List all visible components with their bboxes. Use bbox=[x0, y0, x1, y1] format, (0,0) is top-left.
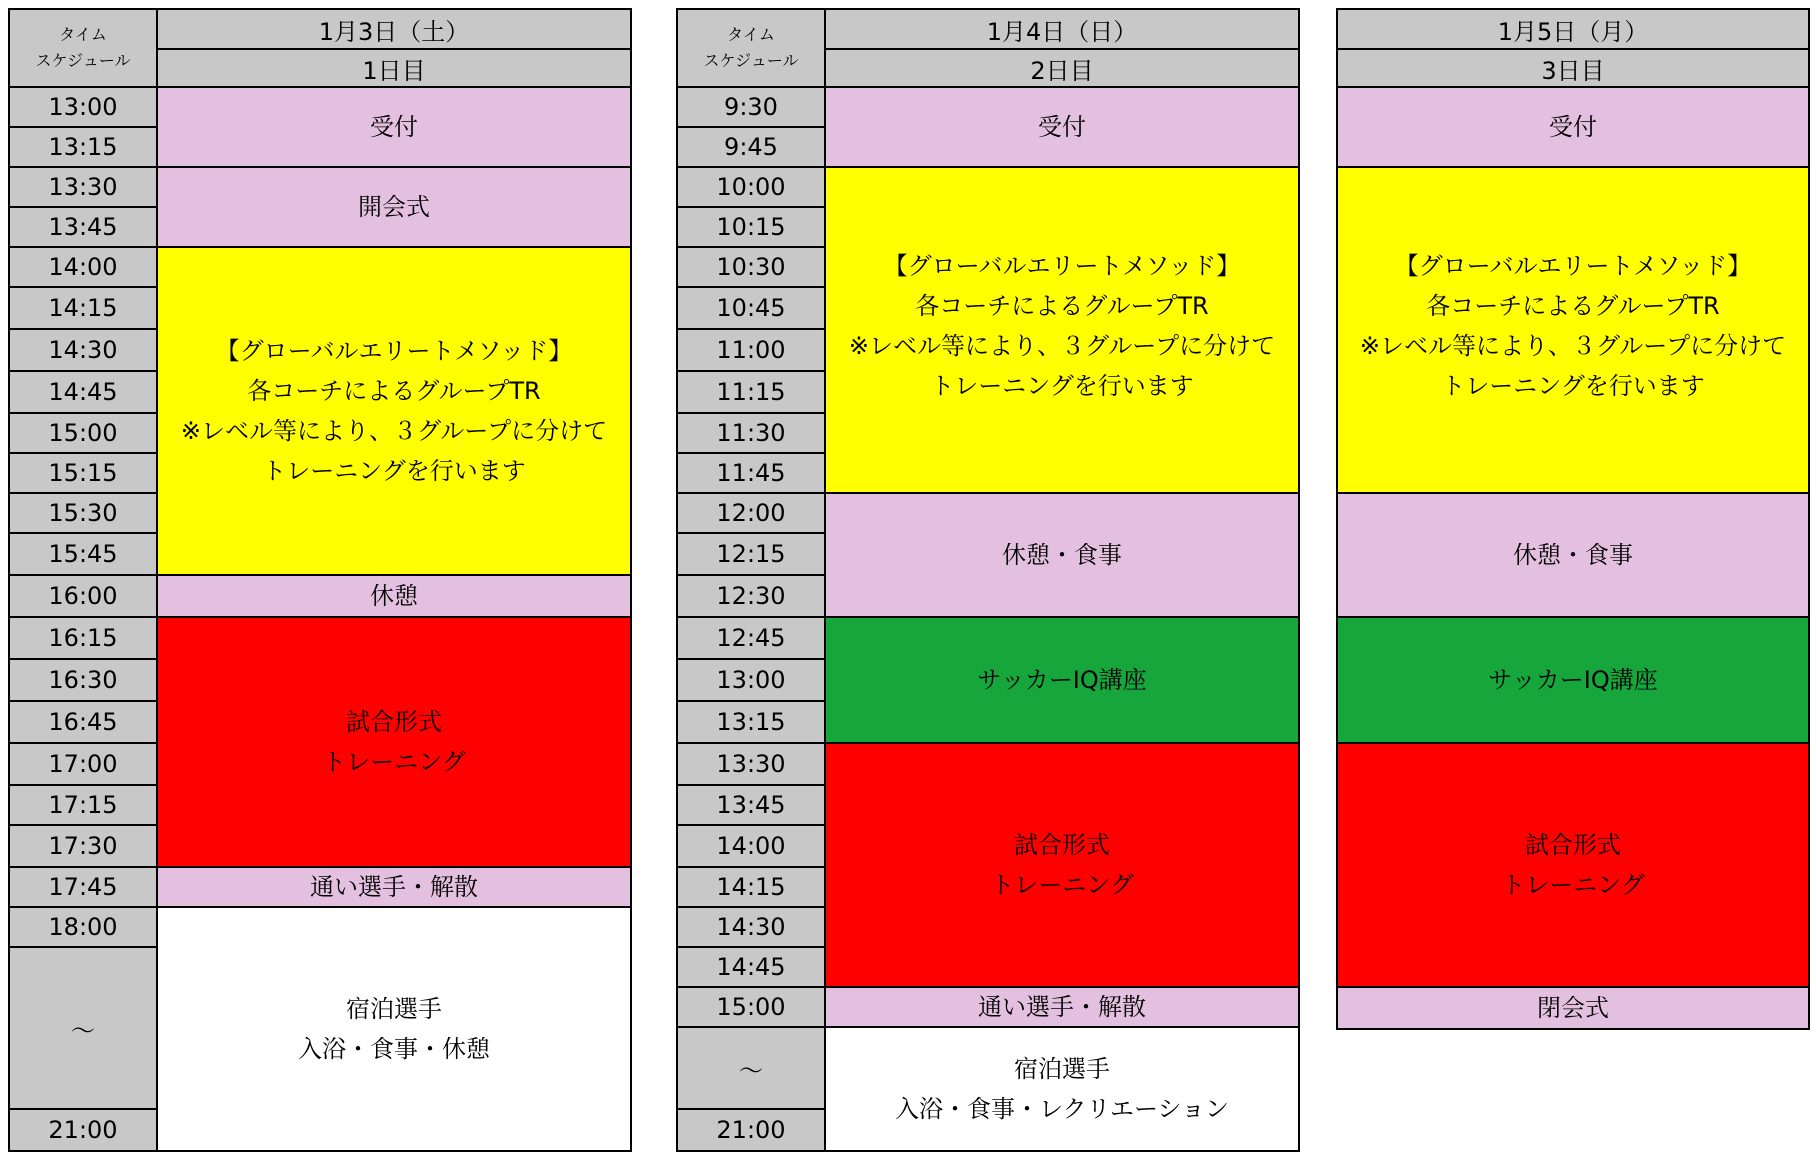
activity-text: 試合形式 bbox=[1014, 831, 1110, 859]
time-slot: 18:00 bbox=[9, 907, 157, 947]
activity-block bbox=[825, 987, 1299, 1027]
activity-text: 各コーチによるグループTR bbox=[247, 377, 541, 405]
time-slot: 9:30 bbox=[677, 87, 825, 127]
time-slot: 13:00 bbox=[677, 659, 825, 701]
activity-block bbox=[157, 247, 631, 575]
activity-block bbox=[1337, 493, 1809, 617]
activity-block bbox=[825, 493, 1299, 617]
activity-block bbox=[157, 167, 631, 247]
activity-block bbox=[825, 167, 1299, 493]
activity-text: 試合形式 bbox=[1525, 831, 1621, 859]
activity-block bbox=[157, 617, 631, 867]
activity-text: 【グローバルエリートメソッド】 bbox=[215, 337, 573, 365]
time-slot: 16:30 bbox=[9, 659, 157, 701]
activity-block bbox=[1337, 987, 1809, 1029]
activity-text: サッカーIQ講座 bbox=[977, 666, 1147, 694]
activity-text: 各コーチによるグループTR bbox=[1426, 292, 1720, 320]
day-header: 1日目 bbox=[157, 49, 631, 87]
day-header: 2日目 bbox=[825, 49, 1299, 87]
time-slot: 14:45 bbox=[677, 947, 825, 987]
activity-block bbox=[825, 87, 1299, 167]
activity-text: トレーニング bbox=[990, 871, 1134, 899]
activity-text: ※レベル等により、３グループに分けて bbox=[848, 332, 1276, 360]
time-slot: 15:45 bbox=[9, 533, 157, 575]
time-slot: ～ bbox=[677, 1027, 825, 1109]
activity-text: 【グローバルエリートメソッド】 bbox=[1394, 252, 1752, 280]
activity-text: 通い選手・解散 bbox=[978, 993, 1146, 1021]
time-slot: 15:00 bbox=[9, 413, 157, 453]
time-slot: 13:00 bbox=[9, 87, 157, 127]
time-slot: 14:15 bbox=[677, 867, 825, 907]
schedule-day-1 bbox=[8, 8, 632, 1152]
activity-text: 【グローバルエリートメソッド】 bbox=[883, 252, 1241, 280]
time-header bbox=[677, 9, 825, 87]
time-slot: 16:45 bbox=[9, 701, 157, 743]
time-slot: 12:15 bbox=[677, 533, 825, 575]
activity-text: 各コーチによるグループTR bbox=[915, 292, 1209, 320]
activity-text: 宿泊選手 bbox=[1014, 1055, 1110, 1083]
time-slot: 16:00 bbox=[9, 575, 157, 617]
activity-block bbox=[1337, 167, 1809, 493]
activity-block bbox=[825, 617, 1299, 743]
activity-block bbox=[157, 907, 631, 1151]
time-slot: 12:45 bbox=[677, 617, 825, 659]
schedule-day-3 bbox=[1336, 8, 1810, 1030]
time-slot: 13:30 bbox=[9, 167, 157, 207]
activity-text: トレーニングを行います bbox=[930, 372, 1194, 400]
activity-text: 宿泊選手 bbox=[346, 995, 442, 1023]
time-slot: 15:00 bbox=[677, 987, 825, 1027]
activity-text: ※レベル等により、３グループに分けて bbox=[180, 417, 608, 445]
time-slot: 9:45 bbox=[677, 127, 825, 167]
activity-text: ※レベル等により、３グループに分けて bbox=[1359, 332, 1787, 360]
time-header-line: タイム bbox=[727, 25, 775, 44]
time-header-line: スケジュール bbox=[35, 51, 131, 70]
time-slot: 10:45 bbox=[677, 287, 825, 329]
time-slot: 13:30 bbox=[677, 743, 825, 785]
activity-text: サッカーIQ講座 bbox=[1488, 666, 1658, 694]
activity-text: 休憩・食事 bbox=[1513, 541, 1633, 569]
activity-block bbox=[825, 1027, 1299, 1151]
activity-text: 休憩 bbox=[370, 582, 418, 610]
time-slot: 21:00 bbox=[9, 1109, 157, 1151]
time-slot: 13:45 bbox=[677, 785, 825, 825]
time-header-line: タイム bbox=[59, 25, 107, 44]
time-slot: 14:30 bbox=[9, 329, 157, 371]
activity-block bbox=[157, 575, 631, 617]
time-slot: 17:00 bbox=[9, 743, 157, 785]
time-slot: 10:30 bbox=[677, 247, 825, 287]
date-header: 1月4日（日） bbox=[825, 9, 1299, 49]
date-header: 1月3日（土） bbox=[157, 9, 631, 49]
time-slot: 11:30 bbox=[677, 413, 825, 453]
time-slot: 15:15 bbox=[9, 453, 157, 493]
time-slot: 17:45 bbox=[9, 867, 157, 907]
time-slot: 12:00 bbox=[677, 493, 825, 533]
time-slot: 13:45 bbox=[9, 207, 157, 247]
time-header bbox=[9, 9, 157, 87]
time-slot: 21:00 bbox=[677, 1109, 825, 1151]
time-slot: 14:30 bbox=[677, 907, 825, 947]
time-slot: 12:30 bbox=[677, 575, 825, 617]
time-slot: 16:15 bbox=[9, 617, 157, 659]
activity-text: 開会式 bbox=[358, 193, 430, 221]
time-slot: 15:30 bbox=[9, 493, 157, 533]
activity-text: 入浴・食事・レクリエーション bbox=[894, 1095, 1230, 1123]
activity-text: 受付 bbox=[1549, 113, 1597, 141]
activity-block bbox=[157, 87, 631, 167]
time-slot: 17:30 bbox=[9, 825, 157, 867]
time-slot: 11:15 bbox=[677, 371, 825, 413]
day-header: 3日目 bbox=[1337, 49, 1809, 87]
activity-block bbox=[825, 743, 1299, 987]
activity-text: 閉会式 bbox=[1537, 994, 1609, 1022]
time-slot: 14:15 bbox=[9, 287, 157, 329]
activity-text: 試合形式 bbox=[346, 708, 442, 736]
time-slot: 13:15 bbox=[9, 127, 157, 167]
activity-text: 通い選手・解散 bbox=[310, 873, 478, 901]
activity-text: 受付 bbox=[1038, 113, 1086, 141]
time-slot: 10:00 bbox=[677, 167, 825, 207]
time-slot: 14:45 bbox=[9, 371, 157, 413]
activity-text: トレーニングを行います bbox=[1441, 372, 1705, 400]
time-slot: 13:15 bbox=[677, 701, 825, 743]
schedule-day-2 bbox=[676, 8, 1300, 1152]
time-slot: 14:00 bbox=[9, 247, 157, 287]
activity-text: 休憩・食事 bbox=[1002, 541, 1122, 569]
activity-text: 受付 bbox=[370, 113, 418, 141]
time-slot: 11:00 bbox=[677, 329, 825, 371]
activity-block bbox=[157, 867, 631, 907]
activity-block bbox=[1337, 87, 1809, 167]
date-header: 1月5日（月） bbox=[1337, 9, 1809, 49]
time-slot: ～ bbox=[9, 947, 157, 1109]
time-slot: 10:15 bbox=[677, 207, 825, 247]
time-slot: 11:45 bbox=[677, 453, 825, 493]
activity-block bbox=[1337, 617, 1809, 743]
activity-text: 入浴・食事・休憩 bbox=[298, 1035, 490, 1063]
activity-block bbox=[1337, 743, 1809, 987]
activity-text: トレーニング bbox=[1501, 871, 1645, 899]
time-slot: 17:15 bbox=[9, 785, 157, 825]
activity-text: トレーニングを行います bbox=[262, 457, 526, 485]
time-slot: 14:00 bbox=[677, 825, 825, 867]
time-header-line: スケジュール bbox=[703, 51, 799, 70]
activity-text: トレーニング bbox=[322, 748, 466, 776]
